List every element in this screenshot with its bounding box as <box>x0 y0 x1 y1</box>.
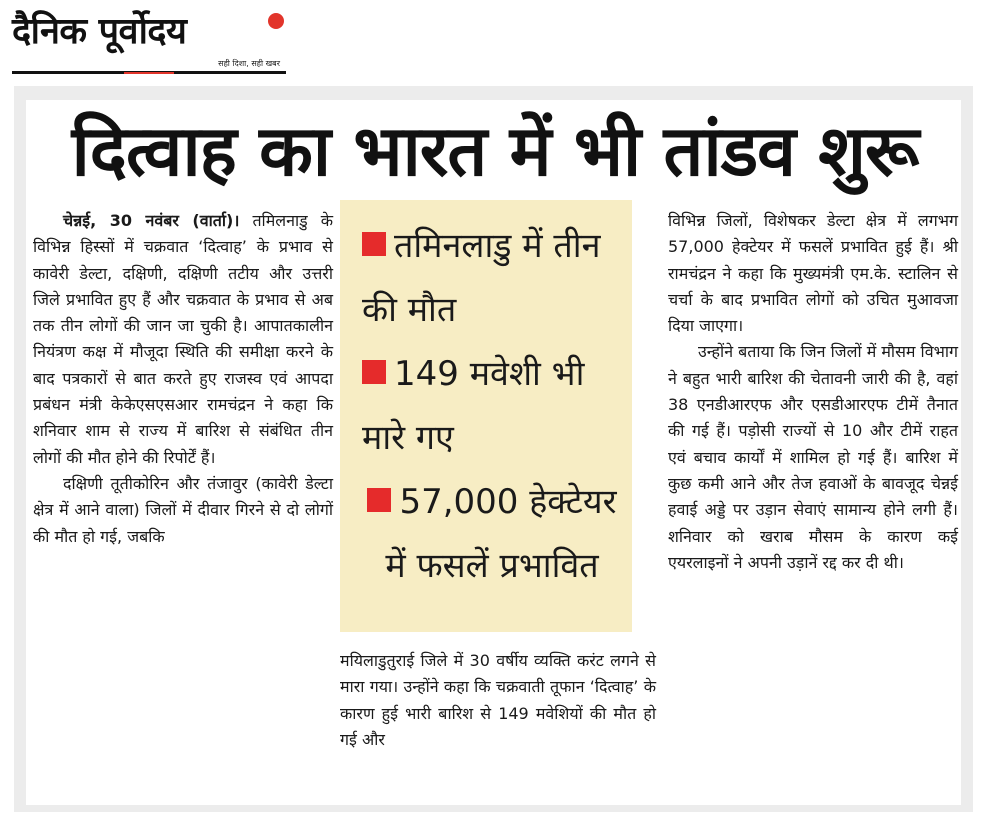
article-paragraph: दक्षिणी तूतीकोरिन और तंजावुर (कावेरी डेल्टा क्षेत्र में आने वाला) जिलों में दीवार गिरने से दो लोगों की मौत हो गई, जबकि <box>33 473 333 546</box>
article-paragraph: उन्होंने बताया कि जिन जिलों में मौसम विभाग ने बहुत भारी बारिश की चेतावनी जारी की है, वहां 38 एनडीआरएफ और एसडीआरएफ टीमें तैनात की गई हैं। पड़ोसी राज्यों से 10 और टीमें राहत एवं बचाव कार्यों में शामिल हो गई हैं। बारिश में कुछ कमी आने और तेज हवाओं के बावजूद चेन्नई हवाई अड्डे पर उड़ान सेवाएं सामान्य होने लगी हैं। शनिवार को खराब मौसम के कारण कई एयरलाइनों ने अपनी उड़ानें रद्द कर दी थी। <box>668 342 958 572</box>
article-column-middle <box>340 648 656 803</box>
highlight-item <box>362 470 622 598</box>
article-column-right <box>668 208 958 803</box>
highlight-text: 149 मवेशी भी मारे गए <box>362 354 585 458</box>
red-square-bullet-icon <box>362 360 386 384</box>
article-paragraph: तमिलनाडु के विभिन्न हिस्सों में चक्रवात ‘दित्वाह’ के प्रभाव से कावेरी डेल्टा, दक्षिणी, दक्षिणी तटीय और उत्तरी जिले प्रभावित हुए हैं और चक्रवात के प्रभाव से अब तक तीन लोगों की जान जा चुकी है। आपातकालीन नियंत्रण कक्ष में मौजूदा स्थिति की समीक्षा करने के बाद पत्रकारों से बात करते हुए राजस्व एवं आपदा प्रबंधन मंत्री केकेएसएसआर रामचंद्रन ने कहा कि शनिवार शाम से राज्य में बारिश से संबंधित तीन लोगों की मौत होने की रिपोर्टें हैं। <box>33 211 334 467</box>
highlight-text: तमिनलाडु में तीन की मौत <box>362 226 601 330</box>
masthead <box>12 8 286 74</box>
article-paragraph: मयिलाडुतुराई जिले में 30 वर्षीय व्यक्ति करंट लगने से मारा गया। उन्होंने कहा कि चक्रवाती तूफान ‘दित्वाह’ के कारण हुई भारी बारिश से 149 मवेशियों की मौत हो गई और <box>340 651 656 749</box>
highlight-item <box>362 342 622 470</box>
article-dateline: चेन्नई, 30 नवंबर (वार्ता)। <box>63 211 240 230</box>
highlight-text: 57,000 हेक्टेयर में फसलें प्रभावित <box>385 482 617 586</box>
article-column-left <box>33 208 333 803</box>
logo-sun-icon <box>268 13 284 29</box>
highlight-item <box>362 214 622 342</box>
newspaper-logo: दैनिक पूर्वोदय <box>12 11 187 52</box>
masthead-red-rule <box>124 72 174 74</box>
red-square-bullet-icon <box>362 232 386 256</box>
article-headline: दित्वाह का भारत में भी तांडव शुरू <box>71 110 919 192</box>
article-paragraph: विभिन्न जिलों, विशेषकर डेल्टा क्षेत्र में लगभग 57,000 हेक्टेयर में फसलें प्रभावित हुई हैं। श्री रामचंद्रन ने कहा कि मुख्यमंत्री एम.के. स्टालिन से चर्चा के बाद प्रभावित लोगों को उचित मुआवजा दिया जाएगा। <box>668 211 958 336</box>
highlight-box <box>340 200 632 632</box>
red-square-bullet-icon <box>367 488 391 512</box>
newspaper-tagline: सही दिशा, सही खबर <box>218 59 280 68</box>
